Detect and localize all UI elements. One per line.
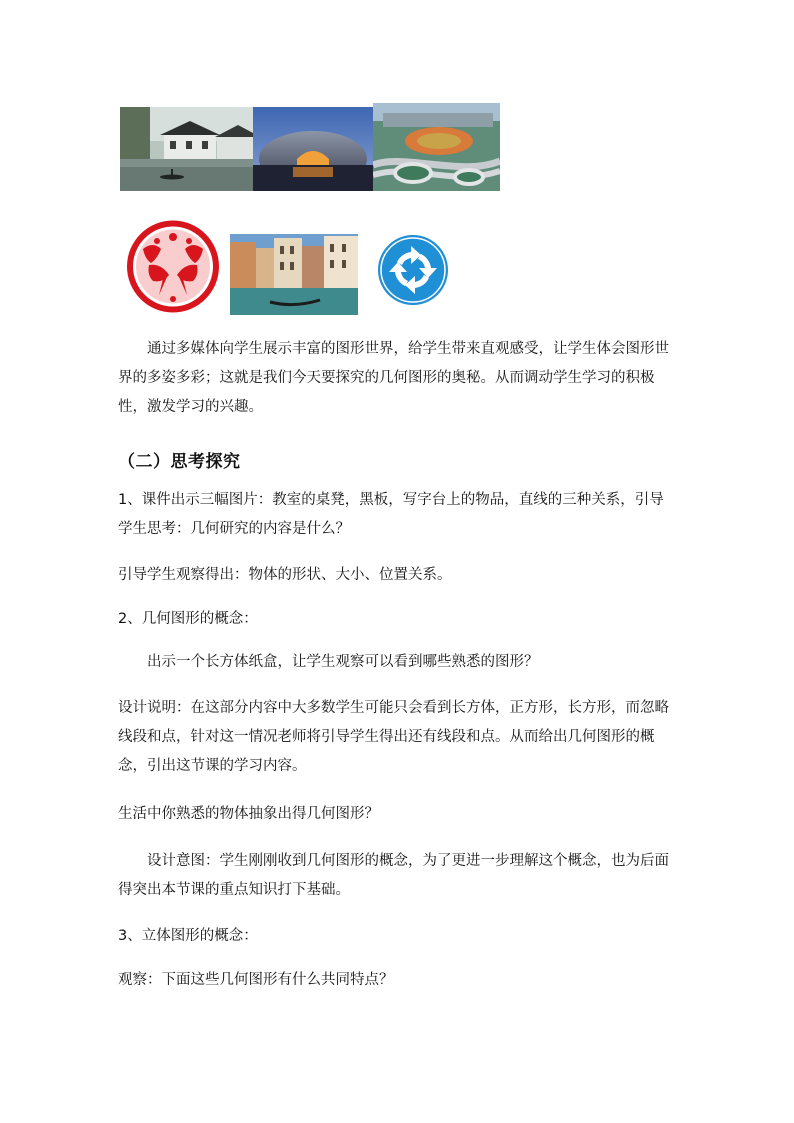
red-swallow-papercut bbox=[123, 219, 223, 314]
item-3-text: 3、立体图形的概念： bbox=[118, 928, 258, 944]
design-note-text: 设计说明：在这部分内容中大多数学生可能只会看到长方体，正方形，长方形，而忽略线段和点，针对这一情况老师将引导学生得出还有线段和点。从而给出几何图形的概念，引出这节课的学习内容。 bbox=[118, 700, 669, 774]
venice-canal-photo bbox=[230, 234, 358, 315]
observe-text: 观察：下面这些几何图形有什么共同特点？ bbox=[118, 972, 394, 988]
guide-1-text: 引导学生观察得出：物体的形状、大小、位置关系。 bbox=[118, 567, 452, 583]
show-box-text: 出示一个长方体纸盒，让学生观察可以看到哪些熟悉的图形？ bbox=[147, 654, 539, 670]
roundabout-sign bbox=[375, 232, 451, 308]
design-intent-text: 设计意图：学生刚刚收到几何图形的概念，为了更进一步理解这个概念，也为后面得突出本节课的重点知识打下基础。 bbox=[118, 853, 669, 898]
section-heading: （二）思考探究 bbox=[118, 452, 241, 472]
item-1-text: 1、课件出示三幅图片：教室的桌凳，黑板，写字台上的物品，直线的三种关系，引导学生思考：几何研究的内容是什么？ bbox=[118, 492, 664, 537]
life-question-text: 生活中你熟悉的物体抽象出得几何图形？ bbox=[118, 806, 379, 822]
item-2-text: 2、几何图形的概念： bbox=[118, 611, 258, 627]
water-town-photo bbox=[120, 107, 253, 191]
intro-paragraph: 通过多媒体向学生展示丰富的图形世界，给学生带来直观感受，让学生体会图形世界的多姿多彩；这就是我们今天要探究的几何图形的奥秘。从而调动学生学习的积极性，激发学习的兴趣。 bbox=[118, 341, 669, 415]
egg-shaped-theater-photo bbox=[253, 107, 373, 191]
highway-interchange-photo bbox=[373, 103, 500, 191]
